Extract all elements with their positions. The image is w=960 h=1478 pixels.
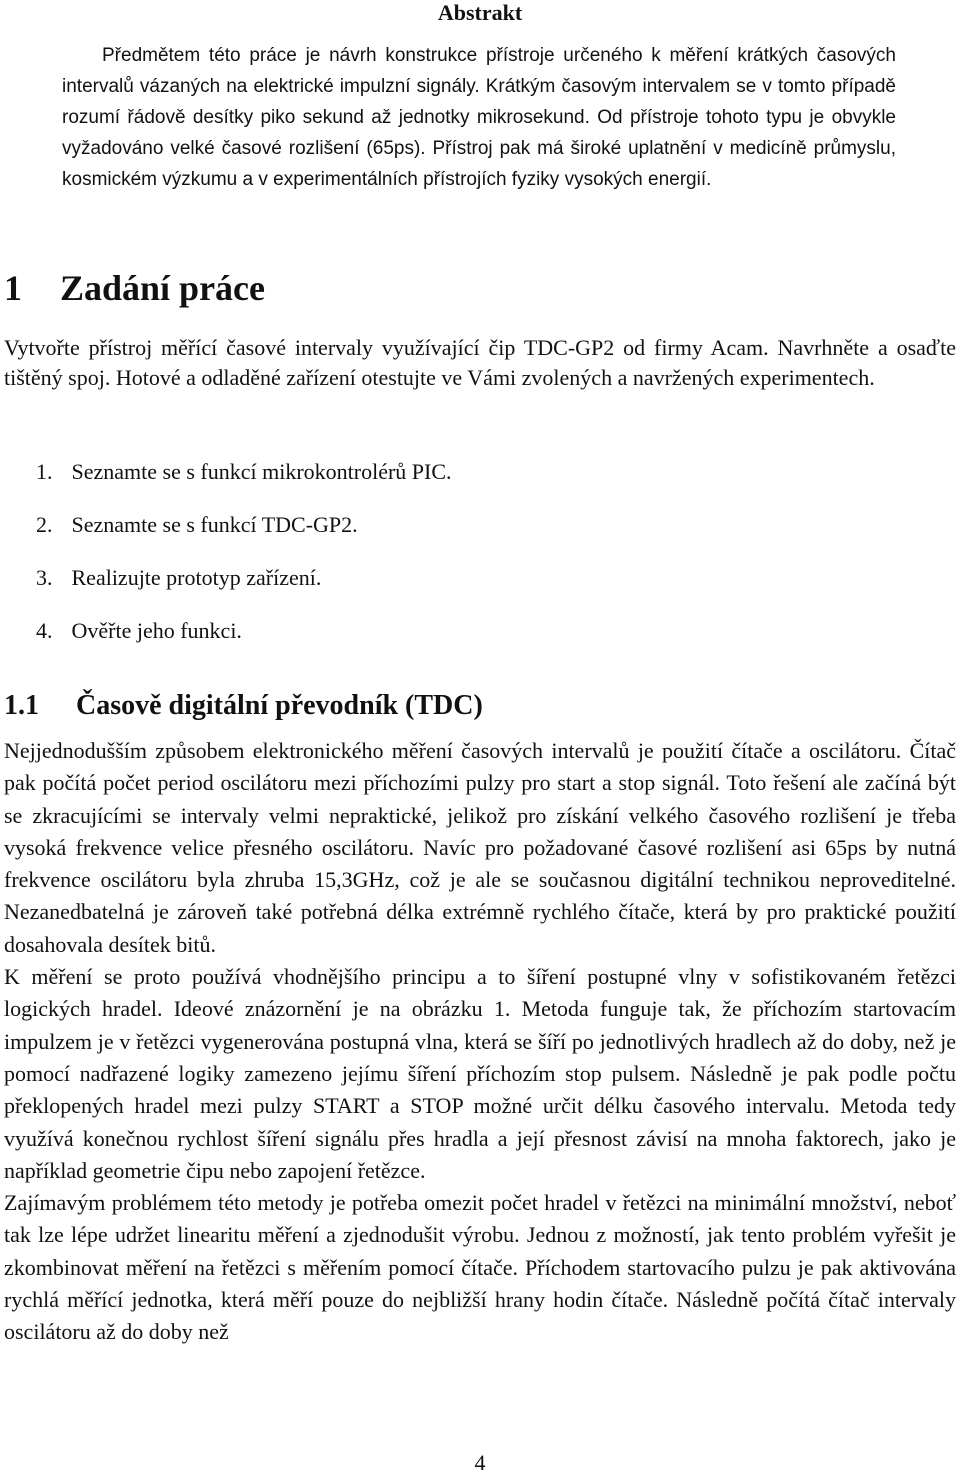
list-item-number: 1. xyxy=(36,459,53,484)
list-item xyxy=(36,616,452,669)
paragraph: Zajímavým problémem této metody je potřeba omezit počet hradel v řetězci na minimální množství, neboť tak lze lépe udržet linearitu měření a zjednodušit výrobu. Jednou z možností, jak tento problém vyřešit je zkombinovat měření na řetězci s měřením pomocí čítače. Příchodem startovacího pulzu je pak aktivována rychlá měřící jednotka, která měří pouze do nejbližší hrany hodin čítače. Následně počítá čítač intervaly oscilátoru až do doby než xyxy=(4,1190,956,1345)
paragraph: K měření se proto používá vhodnějšího principu a to šíření postupné vlny v sofistikovaném řetězci logických hradel. Ideové znázornění je na obrázku 1. Metoda funguje tak, že příchozím startovacím impulzem je v řetězci vygenerována postupná vlna, která se šíří po jednotlivých hradlech až do doby, než je pomocí nadřazené logiky zamezeno jejímu šíření příchozím stop pulsem. Následně je pak podle počtu překlopených hradel mezi pulzy START a STOP možné určit délku časového intervalu. Metoda tedy využívá konečnou rychlost šíření signálu přes hradla a její přesnost závisí na mnoha faktorech, jako je například geometrie čipu nebo zapojení řetězce. xyxy=(4,964,956,1183)
list-item xyxy=(36,457,452,510)
list-item-text: Realizujte prototyp zařízení. xyxy=(71,565,322,590)
list-item-number: 2. xyxy=(36,512,53,537)
list-item-text: Ověřte jeho funkci. xyxy=(71,618,242,643)
list-item-number: 3. xyxy=(36,565,53,590)
abstract-text: Předmětem této práce je návrh konstrukce přístroje určeného k měření krátkých časových intervalů vázaných na elektrické impulzní signály. Krátkým časovým intervalem se v tomto případě rozumí řádově desítky piko sekund až jednotky mikrosekund. Od přístroje tohoto typu je obvykle vyžadováno velké časové rozlišení (65ps). Přístroj pak má široké uplatnění v medicíně průmyslu, kosmickém výzkumu a v experimentálních přístrojích fyziky vysokých energií. xyxy=(62,45,896,190)
list-item xyxy=(36,563,452,616)
list-item-text: Seznamte se s funkcí mikrokontrolérů PIC. xyxy=(71,459,452,484)
task-list xyxy=(36,457,452,669)
list-item-number: 4. xyxy=(36,618,53,643)
page-number: 4 xyxy=(474,1450,486,1475)
subsection-body xyxy=(4,735,956,1349)
subsection-number: 1.1 xyxy=(4,690,39,721)
section-number: 1 xyxy=(4,268,22,308)
section-title: Zadání práce xyxy=(60,268,266,308)
abstract-title: Abstrakt xyxy=(437,0,523,25)
paragraph: Nejjednodušším způsobem elektronického měření časových intervalů je použití čítače a oscilátoru. Čítač pak počítá počet period oscilátoru mezi příchozími pulzy pro start a stop signál. Toto řešení ale začíná být se zkracujícími se intervaly velmi nepraktické, jelikož pro získání velkého časového rozlišení je třeba vysoká frekvence velice přesného oscilátoru. Navíc pro požadované časové rozlišení asi 65ps by nutná frekvence oscilátoru byla zhruba 15,3GHz, což je ale se současnou digitální technikou neproveditelné. Nezanedbatelná je zároveň také potřebná délka extrémně rychlého čítače, která by pro praktické použití dosahovala desítek bitů. xyxy=(4,738,956,957)
list-item-text: Seznamte se s funkcí TDC-GP2. xyxy=(71,512,358,537)
subsection-title: Časově digitální převodník (TDC) xyxy=(76,690,483,721)
subsection-heading xyxy=(4,684,483,728)
list-item xyxy=(36,510,452,563)
section-heading xyxy=(4,266,265,310)
assignment-text: Vytvořte přístroj měřící časové intervaly využívající čip TDC-GP2 od firmy Acam. Navrhněte a osaďte tištěný spoj. Hotové a odladěné zařízení otestujte ve Vámi zvolených a navržených experimentech. xyxy=(4,335,956,390)
